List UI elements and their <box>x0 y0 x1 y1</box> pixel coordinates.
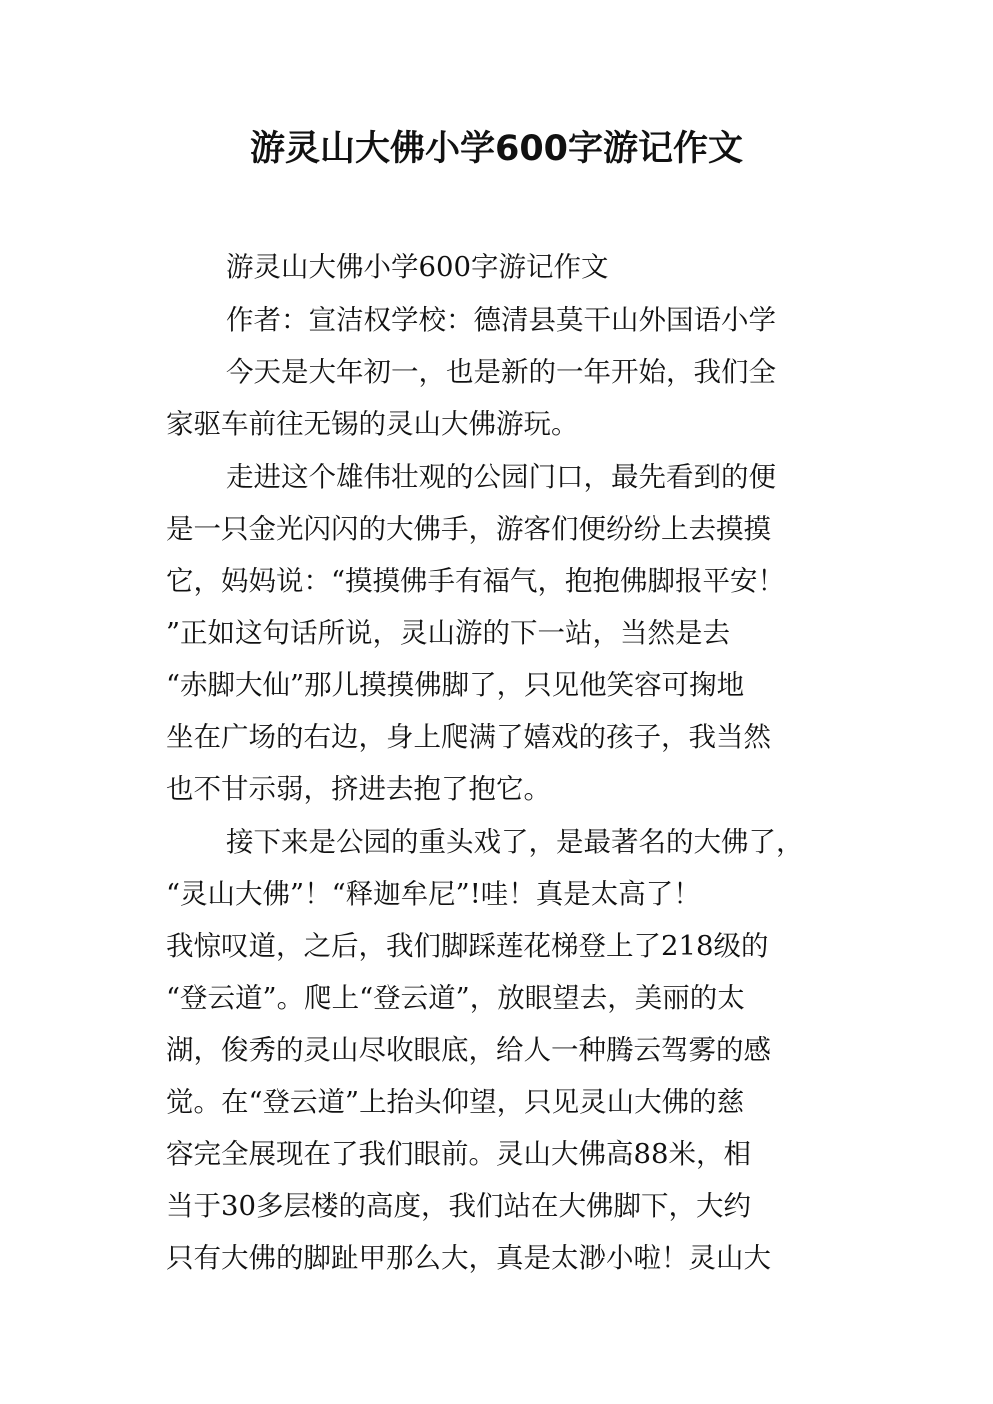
author-line: 作者：宣洁权学校：德清县莫干山外国语小学 <box>226 304 776 336</box>
paragraph-2-line-5: “赤脚大仙”那儿摸摸佛脚了，只见他笑容可掬地 <box>166 669 745 701</box>
paragraph-2-line-4: ”正如这句话所说，灵山游的下一站，当然是去 <box>166 617 731 649</box>
paragraph-2-line-2: 是一只金光闪闪的大佛手，游客们便纷纷上去摸摸 <box>166 513 771 545</box>
document-title: 游灵山大佛小学600字游记作文 <box>249 129 744 169</box>
paragraph-1-line-1: 今天是大年初一，也是新的一年开始，我们全 <box>226 356 776 388</box>
paragraph-2-line-7: 也不甘示弱，挤进去抱了抱它。 <box>166 773 551 805</box>
paragraph-2-line-6: 坐在广场的右边，身上爬满了嬉戏的孩子，我当然 <box>166 721 771 753</box>
paragraph-1-line-2: 家驱车前往无锡的灵山大佛游玩。 <box>166 408 579 440</box>
paragraph-3-line-1: 接下来是公园的重头戏了，是最著名的大佛了， <box>226 826 804 858</box>
subtitle-line: 游灵山大佛小学600字游记作文 <box>226 251 609 283</box>
paragraph-3-line-6: 觉。在“登云道”上抬头仰望，只见灵山大佛的慈 <box>166 1086 745 1118</box>
paragraph-3-line-3: 我惊叹道，之后，我们脚踩莲花梯登上了218级的 <box>166 930 769 962</box>
paragraph-3-line-8: 当于30多层楼的高度，我们站在大佛脚下，大约 <box>166 1190 751 1222</box>
paragraph-3-line-5: 湖，俊秀的灵山尽收眼底，给人一种腾云驾雾的感 <box>166 1034 771 1066</box>
paragraph-2-line-1: 走进这个雄伟壮观的公园门口，最先看到的便 <box>226 461 776 493</box>
paragraph-2-line-3: 它，妈妈说：“摸摸佛手有福气，抱抱佛脚报平安！ <box>166 565 786 597</box>
paragraph-3-line-7: 容完全展现在了我们眼前。灵山大佛高88米，相 <box>166 1138 751 1170</box>
paragraph-3-line-9: 只有大佛的脚趾甲那么大，真是太渺小啦！灵山大 <box>166 1242 771 1274</box>
paragraph-3-line-4: “登云道”。爬上“登云道”，放眼望去，美丽的太 <box>166 982 745 1014</box>
paragraph-3-line-2: “灵山大佛”！“释迦牟尼”!哇！真是太高了！ <box>166 878 701 910</box>
